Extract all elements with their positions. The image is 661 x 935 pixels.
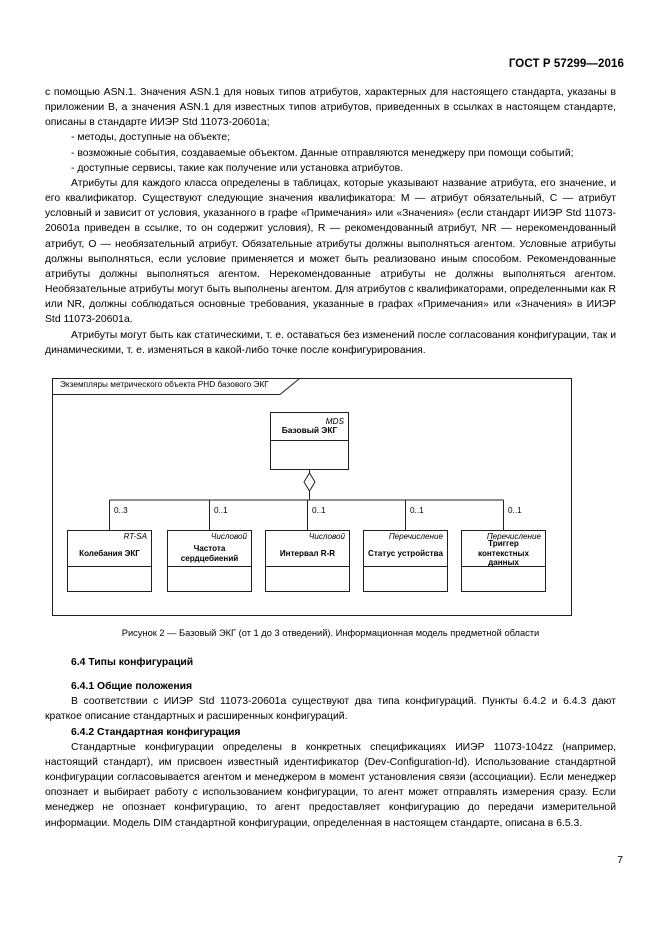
running-header-standard-id: ГОСТ Р 57299—2016 [508,58,624,70]
class-name: Частота сердцебиений [180,544,239,563]
multiplicity-label: 0..1 [312,506,326,515]
section-heading-6-4-1: 6.4.1 Общие положения [71,681,193,693]
class-name: Триггер контекстных данных [478,539,529,568]
uml-class-device-status [363,530,448,592]
multiplicity-label: 0..1 [508,506,522,515]
multiplicity-label: 0..3 [114,506,128,515]
class-attributes-compartment [68,566,151,595]
body-text-top [45,85,616,358]
paragraph: В соответствии с ИИЭР Std 11073-20601a существуют два типа конфигураций. Пункты 6.4.2 и 6.4.3 дают краткое описание стандартных и расширенных конфигураций. [45,696,616,723]
class-name: Статус устройства [368,548,443,558]
class-name: Базовый ЭКГ [281,425,338,435]
class-stereotype: Перечисление [388,532,443,541]
uml-class-base-ecg [270,412,349,470]
bullet-item: - методы, доступные на объекте; [71,132,231,144]
class-attributes-compartment [168,566,251,595]
body-text-bottom [45,655,616,831]
section-heading-6-4-2: 6.4.2 Стандартная конфигурация [71,726,241,738]
multiplicity-label: 0..1 [410,506,424,515]
bullet-item: - возможные события, создаваемые объектом. Данные отправляются менеджеру при помощи событий; [71,147,574,159]
multiplicity-label: 0..1 [214,506,228,515]
uml-class-heart-rate [167,530,252,592]
paragraph: с помощью ASN.1. Значения ASN.1 для новых типов атрибутов, характерных для настоящего стандарта, указаны в приложении В, а значения ASN.1 для известных типов атрибутов, приведенных в ссылках в настоящем стандарте, описаны в стандарте ИИЭР Std 11073-20601a; [45,87,616,129]
class-attributes-compartment [364,566,447,595]
class-attributes-compartment [462,566,545,595]
class-attributes-compartment [266,566,349,595]
class-name: Интервал R-R [279,548,336,558]
paragraph: Стандартные конфигурации определены в конкретных спецификациях ИИЭР 11073-104zz (например, настоящий стандарт), им присвоен известный идентификатор (Dev-Configuration-Id). Использование стандартной конфигурации согласовывается агентом и менеджером в момент установления связи (ассоциации). Если менеджер опознает и выбирает работу с использованием конфигурации, то агент может отправлять измерения сразу. Если менеджер не опознает конфигурацию, то агент предоставляет конфигурацию до передачи измерительной информации. Модель DIM стандартной конфигурации, определенная в настоящем стандарте, описана в 6.5.3. [45,741,616,829]
class-name: Колебания ЭКГ [79,548,140,558]
frame-label-text: Экземпляры метрического объекта PHD базового ЭКГ [60,380,269,389]
class-attributes-compartment [271,440,348,466]
section-heading-6-4: 6.4 Типы конфигураций [71,657,194,668]
class-stereotype: MDS [325,416,344,426]
uml-class-ecg-waveform [67,530,152,592]
class-stereotype: Числовой [210,532,247,541]
paragraph: Атрибуты для каждого класса определены в таблицах, которые указывают название атрибута, его значение, и его квалификатор. Существуют следующие значения квалификатора: M — атрибут обязательный, C — атрибут условный и зависит от условия, указанного в графе «Примечания» или «Значения» (если стандарт ИИЭР Std 11073-20601a приведен в ссылке, то он содержит условия), R — рекомендованный атрибут, NR — нерекомендованный атрибут, O — необязательный атрибут. Обязательные атрибуты должны выполняться агентом. Условные атрибуты должны выполняться, если условие применяется и может быть реализовано иным способом. Рекомендованные атрибуты должны выполняться агентом. Нерекомендованные атрибуты не должны выполняться агентом. Необязательные атрибуты могут быть выполнены агентом. Для атрибутов с квалификаторами, определенными как R или NR, должны соблюдаться основные требования, указанные в графах «Примечания» или «Значения» в ИИЭР Std 11073-20601a. [45,177,616,326]
frame-label-tab [52,378,300,395]
uml-class-rr-interval [265,530,350,592]
class-stereotype: Числовой [308,532,345,541]
paragraph: Атрибуты могут быть как статическими, т. е. оставаться без изменений после согласования конфигурации, так и динамическими, т. е. изменяться в какой-либо точке после конфигурирования. [45,329,616,356]
class-stereotype: RT-SA [123,532,147,541]
page-number: 7 [617,855,623,866]
figure-2 [52,378,574,618]
class-stereotype: Перечисление [486,532,541,541]
uml-class-context-data-trigger [461,530,546,592]
bullet-item: - доступные сервисы, такие как получение или установка атрибутов. [71,162,404,174]
figure-caption: Рисунок 2 — Базовый ЭКГ (от 1 до 3 отведений). Информационная модель предметной области [121,628,540,638]
